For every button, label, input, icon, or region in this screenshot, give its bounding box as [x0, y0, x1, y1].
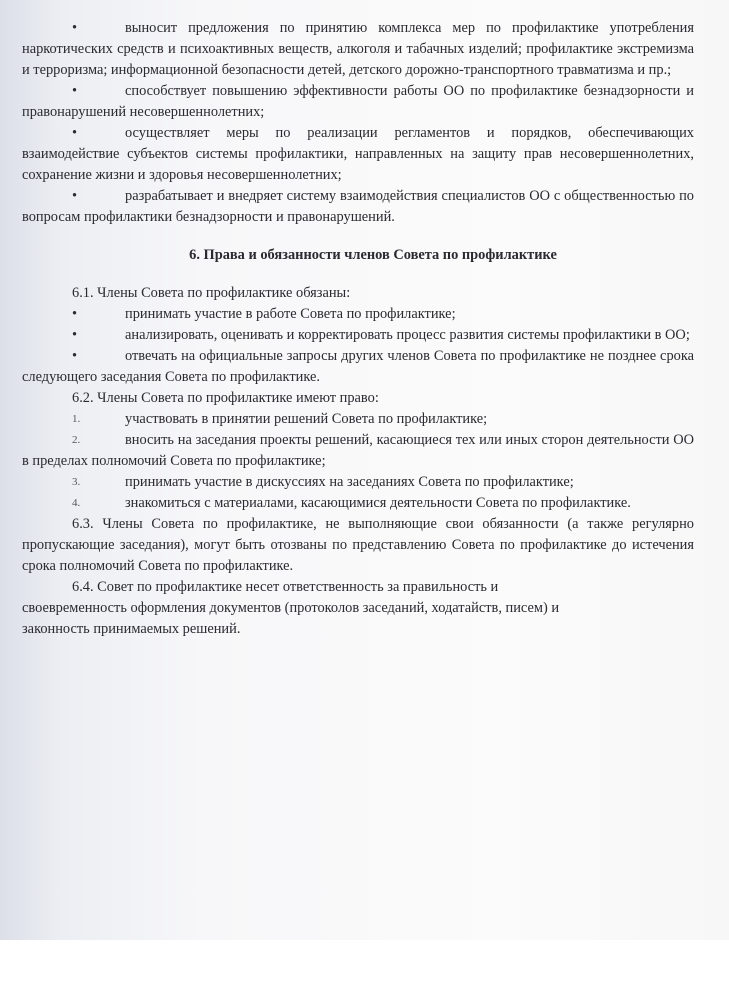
list-item-text: отвечать на официальные запросы других членов Совета по профилактике не позднее срока следующего заседания Совета по профилактике.	[22, 348, 694, 385]
list-item-text: принимать участие в дискуссиях на заседаниях Совета по профилактике;	[125, 474, 574, 490]
list-item	[22, 472, 694, 493]
responsibility-line: 6.4. Совет по профилактике несет ответственность за правильность и	[72, 579, 499, 595]
number-marker: 1.	[72, 413, 81, 425]
list-item-text: вносить на заседания проекты решений, касающиеся тех или иных сторон деятельности ОО в пределах полномочий Совета по профилактике;	[22, 432, 694, 469]
responsibility-line: законность принимаемых решений.	[22, 621, 241, 637]
number-marker: 4.	[72, 497, 81, 509]
list-item-text: участвовать в принятии решений Совета по профилактике;	[125, 411, 488, 427]
number-marker: 3.	[72, 476, 81, 488]
list-item	[22, 123, 694, 186]
list-item	[22, 493, 694, 514]
recall-paragraph: 6.3. Члены Совета по профилактике, не выполняющие свои обязанности (а также регулярно пропускающие заседания), могут быть отозваны по представлению Совета по профилактике до истечения срока полномочий Совета по профилактике.	[22, 516, 694, 574]
list-item	[22, 325, 694, 346]
bullet-marker: •	[72, 188, 78, 204]
list-item	[22, 18, 694, 81]
rights-list	[22, 409, 694, 514]
list-item	[22, 304, 694, 325]
list-item	[22, 186, 694, 228]
bullet-marker: •	[72, 83, 78, 99]
rights-intro: 6.2. Члены Совета по профилактике имеют право:	[72, 390, 379, 406]
bullet-marker: •	[72, 306, 78, 322]
list-item-text: осуществляет меры по реализации регламентов и порядков, обеспечивающих взаимодействие субъектов системы профилактики, направленных на защиту прав несовершеннолетних, сохранение жизни и здоровья несовершеннолетних;	[22, 125, 694, 183]
list-item-text: способствует повышению эффективности работы ОО по профилактике безнадзорности и правонарушений несовершеннолетних;	[22, 83, 694, 120]
document-body	[22, 18, 694, 640]
list-item-text: выносит предложения по принятию комплекса мер по профилактике употребления наркотических средств и психоактивных веществ, алкоголя и табачных изделий; профилактике экстремизма и терроризма; информационной безопасности детей, детского дорожно-транспортного травматизма и пр.;	[22, 20, 694, 78]
bullet-marker: •	[72, 327, 78, 343]
list-item-text: принимать участие в работе Совета по профилактике;	[125, 306, 456, 322]
list-item	[22, 430, 694, 472]
responsibility-paragraph	[22, 577, 694, 640]
section6-heading: 6. Права и обязанности членов Совета по профилактике	[189, 247, 557, 263]
section5-bullet-list	[22, 18, 694, 228]
responsibility-line: своевременность оформления документов (протоколов заседаний, ходатайств, писем) и	[22, 600, 560, 616]
list-item	[22, 346, 694, 388]
list-item	[22, 409, 694, 430]
list-item-text: разрабатывает и внедряет систему взаимодействия специалистов ОО с общественностью по вопросам профилактики безнадзорности и правонарушений.	[22, 188, 694, 225]
duties-list	[22, 304, 694, 388]
bullet-marker: •	[72, 125, 78, 141]
list-item	[22, 81, 694, 123]
bullet-marker: •	[72, 20, 78, 36]
bullet-marker: •	[72, 348, 78, 364]
list-item-text: анализировать, оценивать и корректировать процесс развития системы профилактики в ОО;	[125, 327, 690, 343]
list-item-text: знакомиться с материалами, касающимися деятельности Совета по профилактике.	[125, 495, 631, 511]
number-marker: 2.	[72, 434, 81, 446]
duties-intro: 6.1. Члены Совета по профилактике обязаны:	[72, 285, 351, 301]
